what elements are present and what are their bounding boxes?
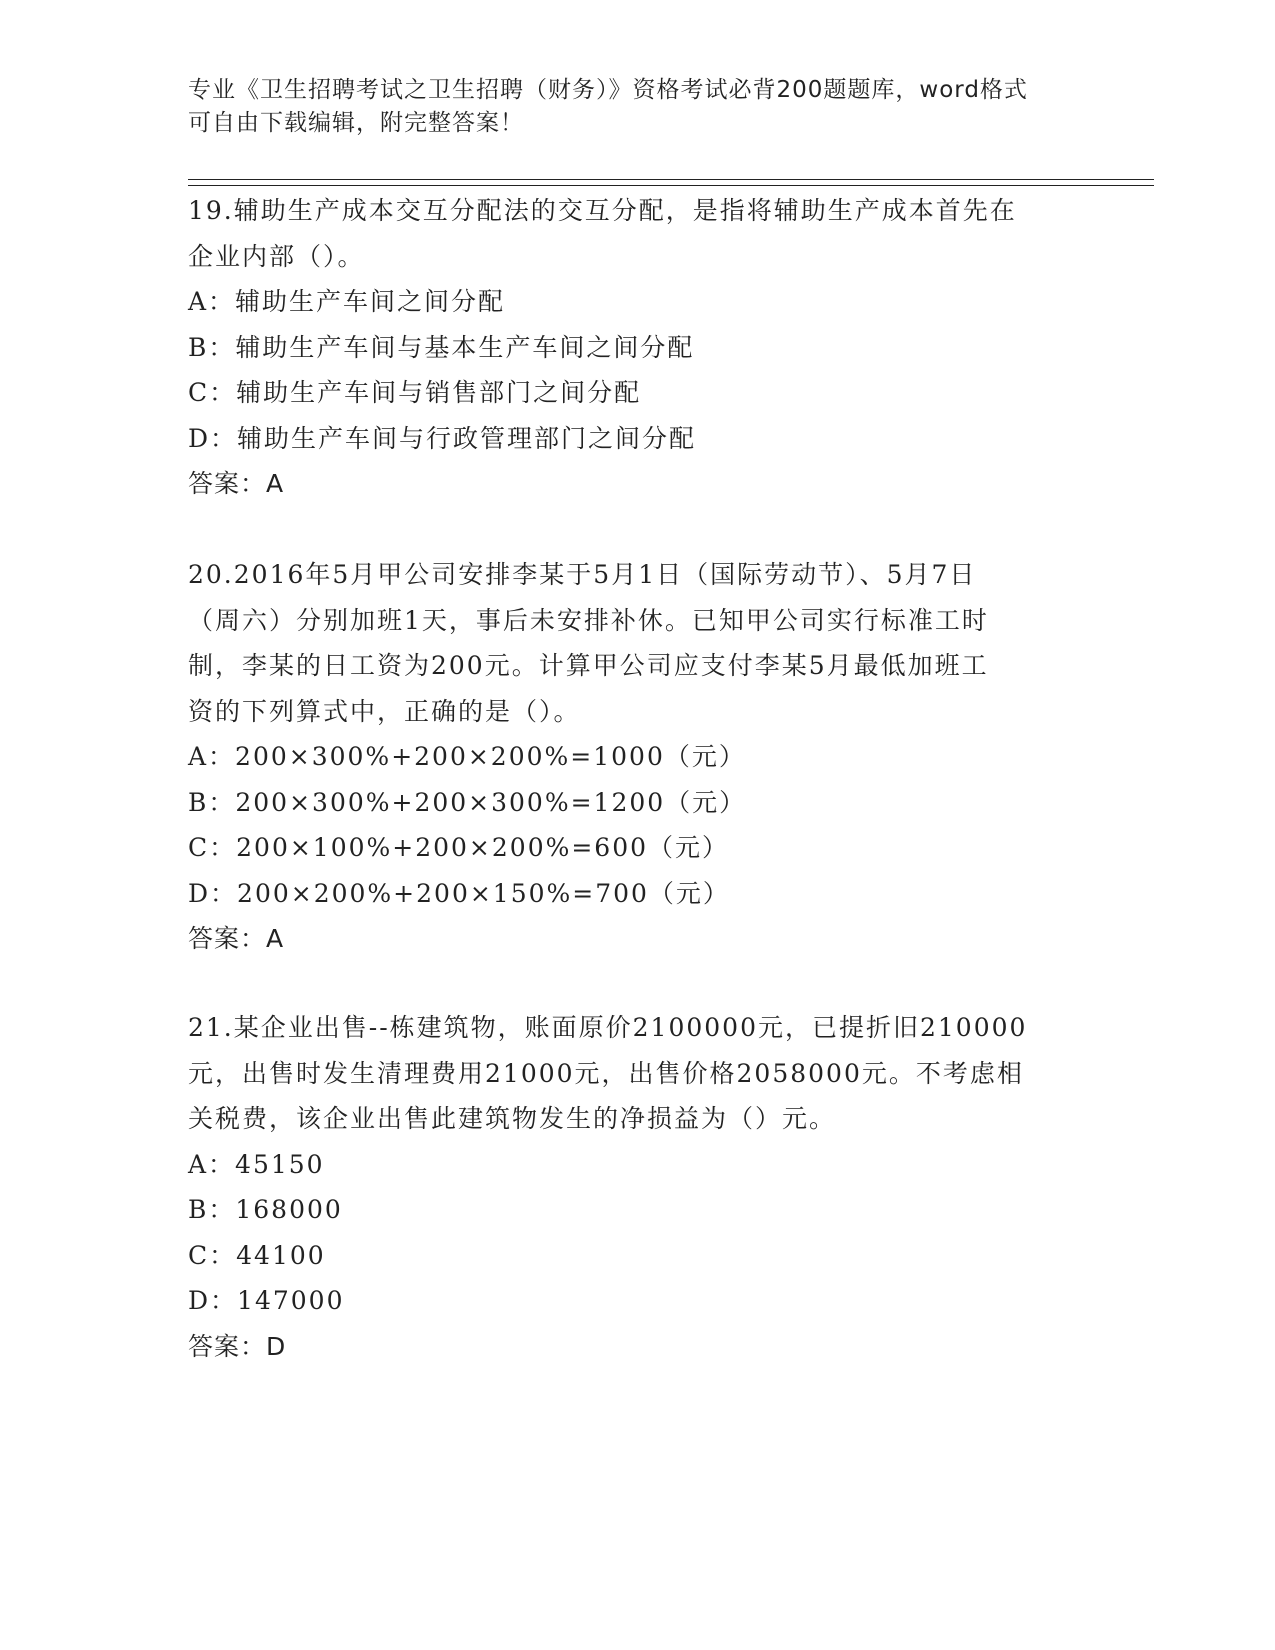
question-21	[188, 1005, 1088, 1369]
answer: 答案：A	[188, 924, 285, 953]
question-stem	[188, 188, 1088, 279]
option-d: D：200×200%+200×150%=700（元）	[188, 878, 730, 908]
option-c: C：44100	[188, 1240, 326, 1270]
answer: 答案：D	[188, 1331, 287, 1361]
option-c: C：辅助生产车间与销售部门之间分配	[188, 378, 642, 407]
option-c: C：200×100%+200×200%=600（元）	[188, 833, 730, 862]
stem-line: 资的下列算式中，正确的是（）。	[188, 696, 581, 726]
stem-line: （周六）分别加班1天，事后未安排补休。已知甲公司实行标准工时	[188, 605, 989, 635]
header-divider-bottom	[188, 185, 1154, 186]
stem-line: 20.2016年5月甲公司安排李某于5月1日（国际劳动节）、5月7日	[188, 560, 977, 589]
stem-line: 元，出售时发生清理费用21000元，出售价格2058000元。不考虑相	[188, 1058, 1024, 1088]
stem-line: 19.辅助生产成本交互分配法的交互分配，是指将辅助生产成本首先在	[188, 196, 1017, 225]
option-b: B：168000	[188, 1195, 343, 1224]
answer: 答案：A	[188, 469, 285, 498]
question-19	[188, 188, 1088, 507]
option-a: A：45150	[188, 1149, 325, 1179]
option-d: D：辅助生产车间与行政管理部门之间分配	[188, 423, 697, 453]
option-a: A：辅助生产车间之间分配	[188, 287, 506, 316]
question-stem	[188, 1005, 1088, 1142]
header-divider-top	[188, 179, 1154, 180]
document-header	[188, 74, 1068, 140]
stem-line: 21.某企业出售--栋建筑物，账面原价2100000元，已提折旧210000	[188, 1013, 1028, 1042]
option-b: B：辅助生产车间与基本生产车间之间分配	[188, 332, 695, 362]
header-line-1: 专业《卫生招聘考试之卫生招聘（财务）》资格考试必背200题题库，word格式	[188, 77, 1028, 103]
stem-line: 企业内部（）。	[188, 241, 365, 271]
option-b: B：200×300%+200×300%=1200（元）	[188, 787, 747, 817]
option-a: A：200×300%+200×200%=1000（元）	[188, 742, 746, 771]
question-20	[188, 552, 1088, 962]
option-d: D：147000	[188, 1286, 345, 1315]
stem-line: 制，李某的日工资为200元。计算甲公司应支付李某5月最低加班工	[188, 651, 989, 680]
question-stem	[188, 552, 1088, 734]
header-line-2: 可自由下载编辑，附完整答案！	[188, 110, 524, 136]
stem-line: 关税费，该企业出售此建筑物发生的净损益为（）元。	[188, 1104, 837, 1133]
